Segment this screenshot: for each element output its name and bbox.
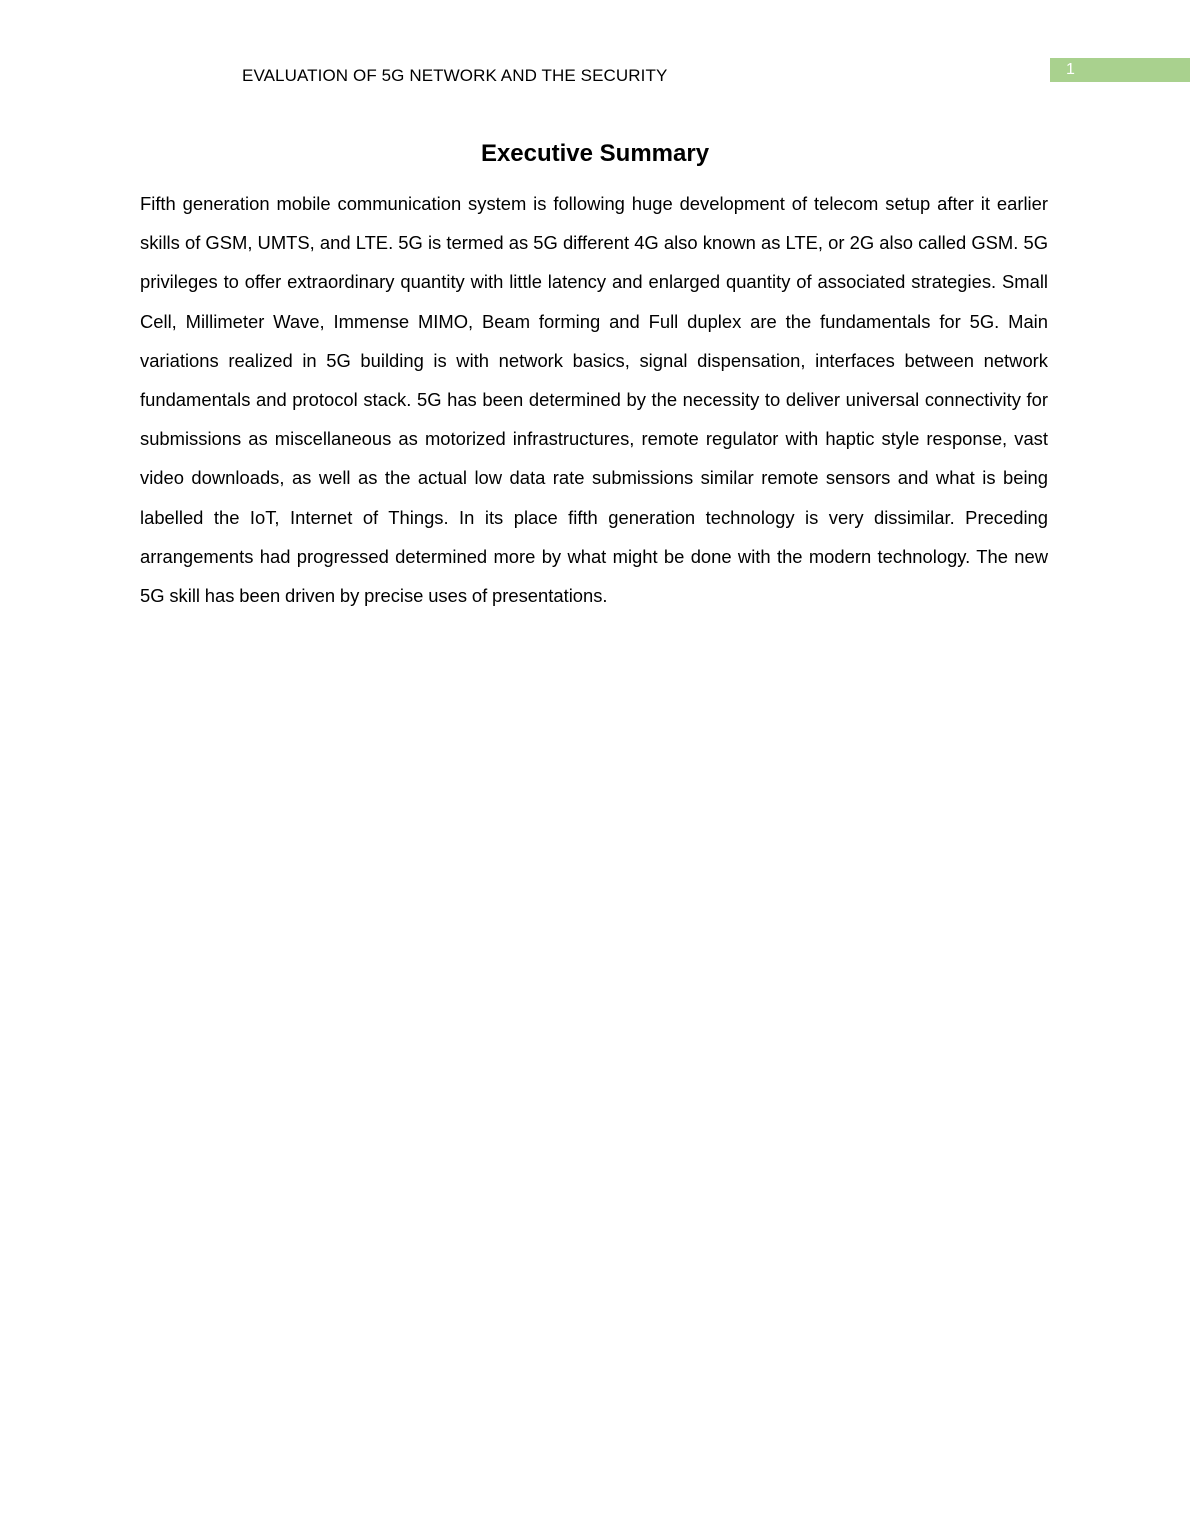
- running-head: EVALUATION OF 5G NETWORK AND THE SECURITY: [242, 66, 668, 85]
- summary-paragraph: Fifth generation mobile communication system is following huge development of telecom setup after it earlier skills of GSM, UMTS, and LTE. 5G is termed as 5G different 4G also known as LTE, or 2G also called GSM. 5G privileges to offer extraordinary quantity with little latency and enlarged quantity of associated strategies. Small Cell, Millimeter Wave, Immense MIMO, Beam forming and Full duplex are the fundamentals for 5G. Main variations realized in 5G building is with network basics, signal dispensation, interfaces between network fundamentals and protocol stack. 5G has been determined by the necessity to deliver universal connectivity for submissions as miscellaneous as motorized infrastructures, remote regulator with haptic style response, vast video downloads, as well as the actual low data rate submissions similar remote sensors and what is being labelled the IoT, Internet of Things. In its place fifth generation technology is very dissimilar. Preceding arrangements had progressed determined more by what might be done with the modern technology. The new 5G skill has been driven by precise uses of presentations.: [140, 193, 1048, 607]
- section-title: Executive Summary: [480, 140, 710, 167]
- page-number: 1: [1066, 61, 1075, 78]
- page-number-badge: [1050, 58, 1190, 82]
